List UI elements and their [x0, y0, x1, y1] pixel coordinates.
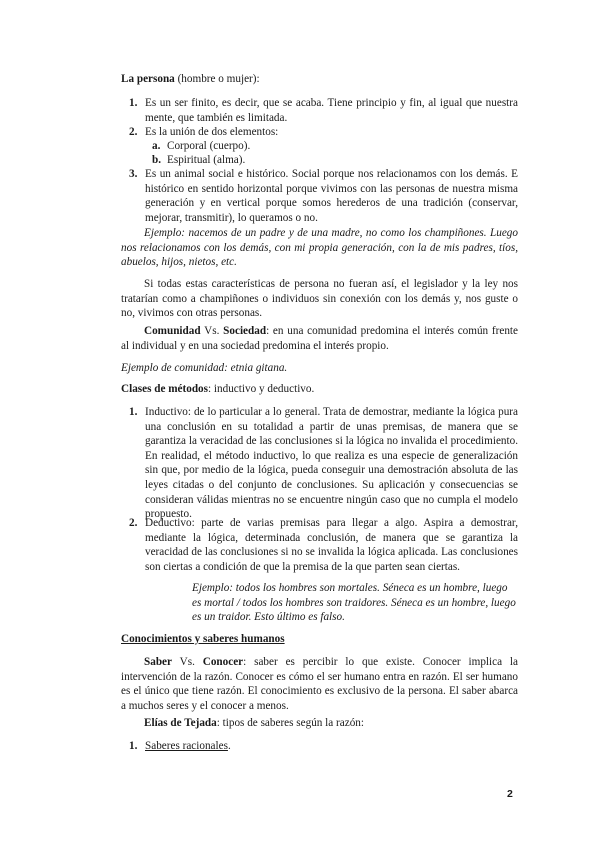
metodo-inductivo: 1. Inductivo: de lo particular a lo general. Trata de demostrar, mediante la lógica pura una conclusión en su totalidad a partir de unas premisas, de manera que se garantiza la veracidad de las conclusiones si la lógica no invalida el procedimiento. En realidad, el método inductivo, lo que realiza es una especie de generalización sin que, por medio de la lógica, pueda conseguir una demostración absoluta de las leyes citadas o del conjunto de conclusiones. Su aplicación y consecuencias se consideran válidas mientras no se encuentre ningún caso que no cumpla el modelo propuesto. [129, 406, 518, 521]
paragraph-comunidad: Comunidad Vs. Sociedad: en una comunidad predomina el interés común frente al individual y en una sociedad predomina el interés propio. [121, 325, 518, 352]
persona-subitem-a: a. Corporal (cuerpo). [152, 140, 251, 152]
persona-item-2: 2. Es la unión de dos elementos: [129, 126, 279, 138]
persona-heading-line [121, 72, 518, 87]
metodo-deductivo: 2. Deductivo: parte de varias premisas para llegar a algo. Aspira a demostrar, mediante la lógica, determinada conclusión, de manera que se garantiza la veracidad de las conclusiones si no se invalida la lógica aplicada. Las conclusiones son ciertas a condición de que la premisa de la que parten sean ciertas. [129, 517, 518, 573]
ejemplo-silogismo: Ejemplo: todos los hombres son mortales. Séneca es un hombre, luego es mortal / todos los hombres son traidores. Séneca es un hombre, luego es un traidor. Esto último es falso. [192, 582, 516, 624]
page-number: 2 [507, 788, 513, 800]
persona-item-1: 1. Es un ser finito, es decir, que se acaba. Tiene principio y fin, al igual que nuestra mente, que también es limitada. [129, 97, 518, 124]
ejemplo-comunidad: Ejemplo de comunidad: etnia gitana. [121, 362, 288, 374]
clases-heading-line: Clases de métodos: inductivo y deductivo. [121, 383, 315, 395]
saberes-racionales-item: 1. Saberes racionales. [129, 740, 231, 752]
clases-heading: Clases de métodos [121, 383, 209, 395]
ejemplo-champinones: Ejemplo: nacemos de un padre y de una madre, no como los champiñones. Luego nos relacionamos con los demás, con mi propia generación, con la de mis padres, tíos, abuelos, hijos, nietos, etc. [121, 227, 518, 269]
persona-heading: La persona [121, 73, 175, 85]
paragraph-si-todas: Si todas estas características de persona no fueran así, el legislador y la ley nos tratarían como a champiñones o individuos sin conexión con los demás y, nos guste o no, vivimos con otras personas. [121, 278, 518, 320]
persona-heading-rest: (hombre o mujer): [174, 73, 260, 85]
conocimientos-heading: Conocimientos y saberes humanos [121, 633, 285, 645]
paragraph-elias: Elías de Tejada: tipos de saberes según la razón: [144, 717, 365, 729]
paragraph-saber-conocer: Saber Vs. Conocer: saber es percibir lo que existe. Conocer implica la intervención de la razón. Conocer es cómo el ser humano entra en razón. El ser humano es el único que tiene razón. El conocimiento es exclusivo de la persona. El saber abarca a muchos seres y el conocer a menos. [121, 656, 519, 712]
persona-item-3: 3. Es un animal social e histórico. Social porque nos relacionamos con los demás. E histórico en sentido horizontal porque vivimos con las personas de nuestra misma generación y en vertical porque somos herederos de una tradición (conservar, mejorar, transmitir), lo queramos o no. [129, 168, 518, 224]
persona-subitem-b: b. Espiritual (alma). [152, 154, 246, 166]
